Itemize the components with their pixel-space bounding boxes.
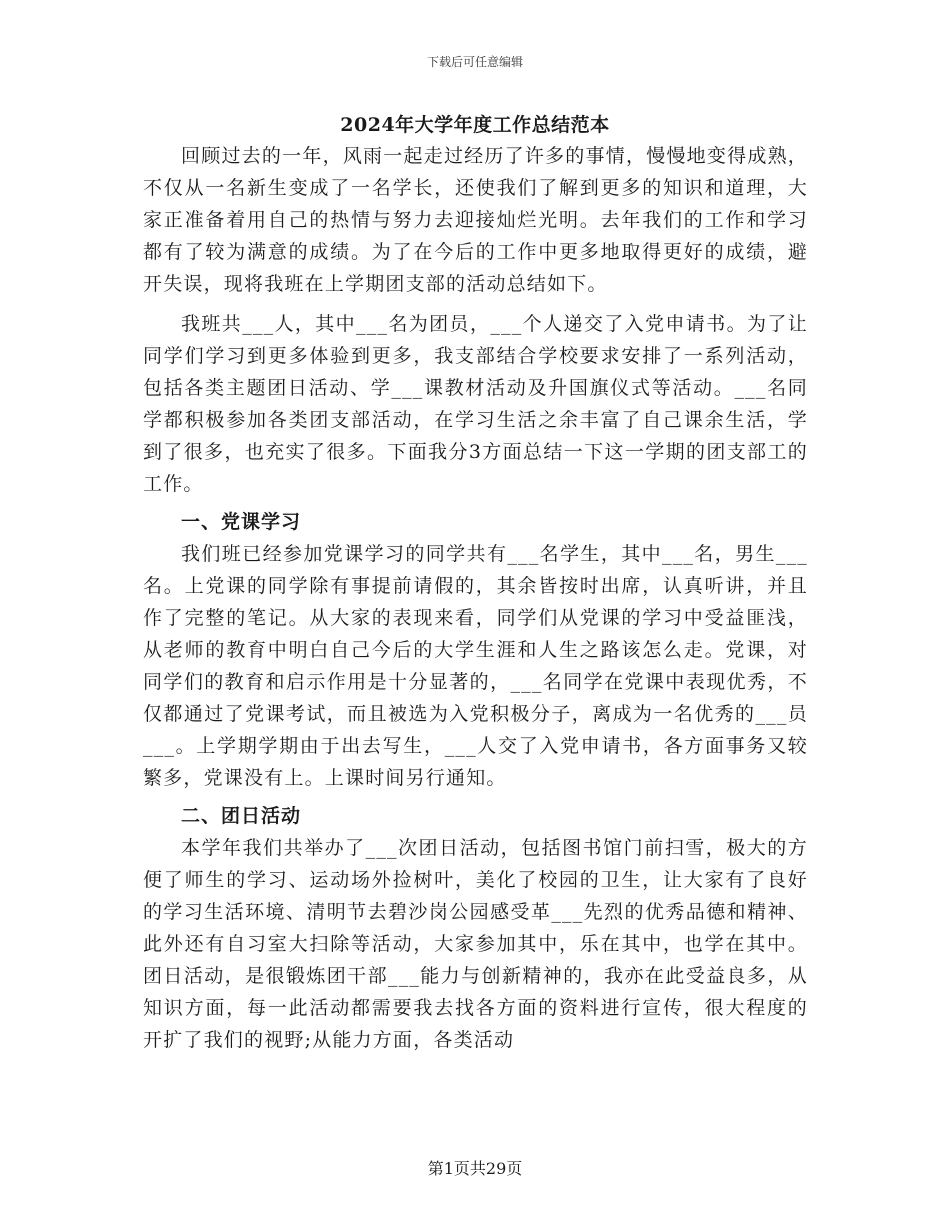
party-course-paragraph: 我们班已经参加党课学习的同学共有___名学生，其中___名，男生___名。上党课的同学除有事提前请假的，其余皆按时出席，认真听讲，并且作了完整的笔记。从大家的表现来看，同学们从党课的学习中受益匪浅，从老师的教育中明白自己今后的大学生涯和人生之路该怎么走。党课，对同学们的教育和启示作用是十分显著的，___名同学在党课中表现优秀，不仅都通过了党课考试，而且被选为入党积极分子，离成为一名优秀的___员___。上学期学期由于出去写生，___人交了入党申请书，各方面事务又较繁多，党课没有上。上课时间另行通知。 [143,543,808,789]
section-heading-party-course: 一、党课学习 [181,511,302,533]
document-body [143,140,808,1056]
document-title: 2024年大学年度工作总结范本 [340,114,610,136]
intro-paragraph: 回顾过去的一年，风雨一起走过经历了许多的事情，慢慢地变得成熟，不仅从一名新生变成了一名学长，还使我们了解到更多的知识和道理，大家正准备着用自己的热情与努力去迎接灿烂光明。去年我们的工作和学习都有了较为满意的成绩。为了在今后的工作中更多地取得更好的成绩，避开失误，现将我班在上学期团支部的活动总结如下。 [143,145,808,295]
page-header-note: 下载后可任意编辑 [426,55,523,69]
class-overview-paragraph: 我班共___人，其中___名为团员，___个人递交了入党申请书。为了让同学们学习到更多体验到更多，我支部结合学校要求安排了一系列活动，包括各类主题团日活动、学___课教材活动及升国旗仪式等活动。___名同学都积极参加各类团支部活动，在学习生活之余丰富了自己课余生活，学到了很多，也充实了很多。下面我分3方面总结一下这一学期的团支部工的工作。 [143,313,808,495]
league-day-paragraph: 本学年我们共举办了___次团日活动，包括图书馆门前扫雪，极大的方便了师生的学习、运动场外捡树叶，美化了校园的卫生，让大家有了良好的学习生活环境、清明节去碧沙岗公园感受革___先烈的优秀品德和精神、此外还有自习室大扫除等活动，大家参加其中，乐在其中，也学在其中。团日活动，是很锻炼团干部___能力与创新精神的，我亦在此受益良多，从知识方面，每一此活动都需要我去找各方面的资料进行宣传，很大程度的开扩了我们的视野;从能力方面，各类活动 [143,837,808,1051]
section-heading-league-day: 二、团日活动 [181,805,302,827]
page-number-footer: 第1页共29页 [427,1159,523,1178]
